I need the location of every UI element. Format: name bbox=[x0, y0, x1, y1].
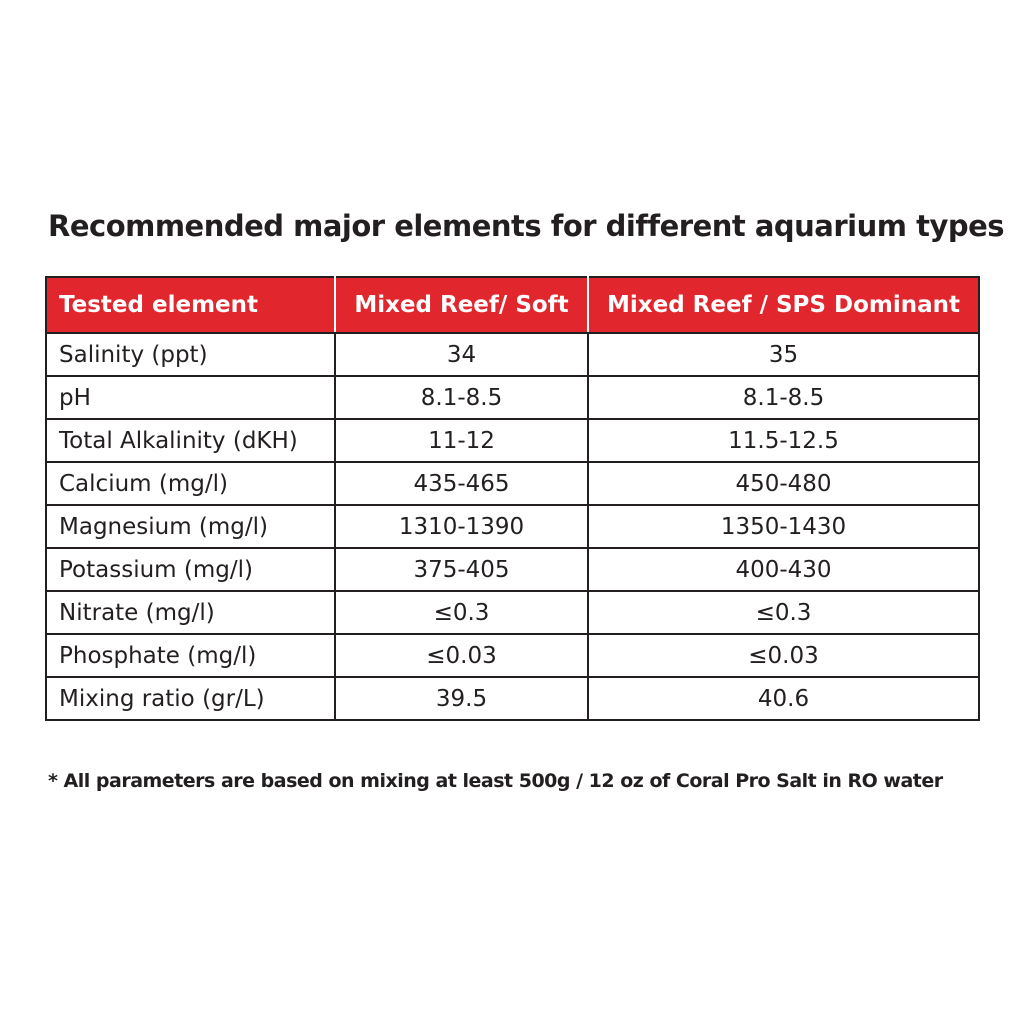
soft-value: 1310-1390 bbox=[335, 505, 588, 548]
element-name: Salinity (ppt) bbox=[46, 333, 335, 376]
table-row bbox=[46, 505, 979, 548]
soft-value: ≤0.03 bbox=[335, 634, 588, 677]
element-name: Calcium (mg/l) bbox=[46, 462, 335, 505]
soft-value: 435-465 bbox=[335, 462, 588, 505]
sps-value: 450-480 bbox=[588, 462, 979, 505]
element-name: Potassium (mg/l) bbox=[46, 548, 335, 591]
parameters-table bbox=[45, 276, 980, 721]
column-header-mixed-reef-soft: Mixed Reef/ Soft bbox=[335, 277, 588, 333]
sps-value: 40.6 bbox=[588, 677, 979, 720]
soft-value: 34 bbox=[335, 333, 588, 376]
table-row bbox=[46, 548, 979, 591]
element-name: Magnesium (mg/l) bbox=[46, 505, 335, 548]
sps-value: ≤0.3 bbox=[588, 591, 979, 634]
element-name: Phosphate (mg/l) bbox=[46, 634, 335, 677]
footnote: * All parameters are based on mixing at least 500g / 12 oz of Coral Pro Salt in RO water bbox=[48, 770, 943, 792]
table-row bbox=[46, 462, 979, 505]
soft-value: 39.5 bbox=[335, 677, 588, 720]
table-row bbox=[46, 677, 979, 720]
element-name: pH bbox=[46, 376, 335, 419]
table-row bbox=[46, 634, 979, 677]
table-header-row bbox=[46, 277, 979, 333]
table-row bbox=[46, 333, 979, 376]
sps-value: 400-430 bbox=[588, 548, 979, 591]
table-row bbox=[46, 419, 979, 462]
table-row bbox=[46, 591, 979, 634]
sps-value: 1350-1430 bbox=[588, 505, 979, 548]
soft-value: ≤0.3 bbox=[335, 591, 588, 634]
sps-value: ≤0.03 bbox=[588, 634, 979, 677]
page-title: Recommended major elements for different aquarium types bbox=[48, 209, 1005, 243]
soft-value: 8.1-8.5 bbox=[335, 376, 588, 419]
element-name: Mixing ratio (gr/L) bbox=[46, 677, 335, 720]
element-name: Total Alkalinity (dKH) bbox=[46, 419, 335, 462]
column-header-tested-element: Tested element bbox=[46, 277, 335, 333]
sps-value: 8.1-8.5 bbox=[588, 376, 979, 419]
soft-value: 375-405 bbox=[335, 548, 588, 591]
table-row bbox=[46, 376, 979, 419]
column-header-mixed-reef-sps: Mixed Reef / SPS Dominant bbox=[588, 277, 979, 333]
sps-value: 11.5-12.5 bbox=[588, 419, 979, 462]
element-name: Nitrate (mg/l) bbox=[46, 591, 335, 634]
soft-value: 11-12 bbox=[335, 419, 588, 462]
sps-value: 35 bbox=[588, 333, 979, 376]
